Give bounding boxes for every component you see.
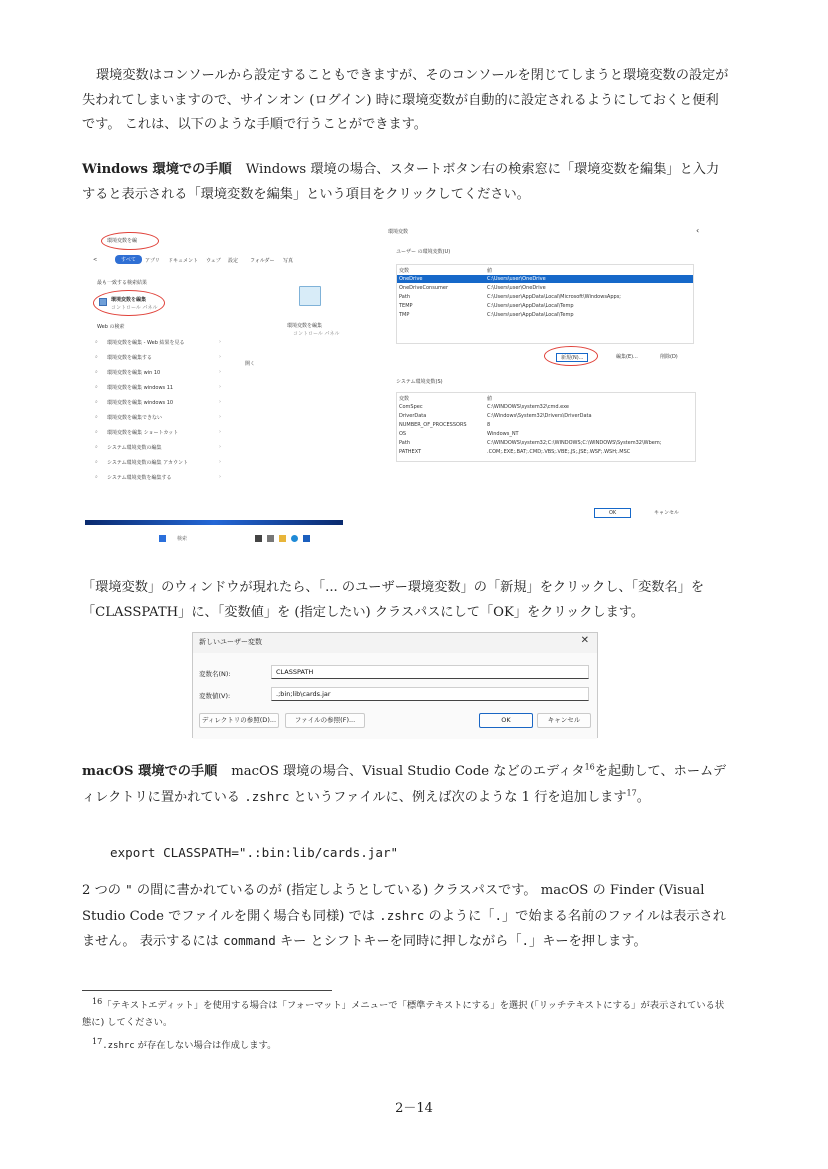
taskbar	[85, 525, 343, 552]
table-row[interactable]: Path C:\WINDOWS\system32;C:\WINDOWS;C:\WINDOWS\System32\Wbem;	[399, 440, 662, 446]
search-icon: ⌕	[95, 369, 98, 375]
widgets-icon[interactable]	[267, 535, 274, 542]
edge-icon[interactable]	[291, 535, 298, 542]
search-icon: ⌕	[95, 429, 98, 435]
search-icon: ⌕	[95, 339, 98, 345]
classpath-explanation: 2 つの " の間に書かれているのが (指定しようとしている) クラスパスです。 macOS の Finder (Visual Studio Code でファイルを開く場合も同様) では .zshrc のように「.」で始まる名前のファイルは表示されません。 表示するには command キー とシフトキーを同時に押しながら「.」キーを押します。	[82, 882, 726, 949]
best-match-title[interactable]: 環境変数を編集	[111, 297, 147, 303]
tab-web[interactable]: ウェブ	[206, 258, 221, 264]
best-match-label: 最も一致する検索結果	[97, 280, 148, 286]
list-item[interactable]: ⌕ システム環境変数の編集 ›	[95, 444, 221, 451]
search-tabs	[93, 255, 333, 265]
new-user-variable-dialog	[192, 632, 598, 738]
windows-search-screenshot	[85, 222, 343, 552]
ok-button[interactable]: OK	[479, 713, 533, 728]
table-row[interactable]: OneDriveConsumer C:\Users\user\OneDrive	[399, 285, 546, 291]
chevron-right-icon: ›	[219, 399, 221, 405]
chevron-right-icon: ›	[219, 444, 221, 450]
chevron-right-icon: ›	[219, 354, 221, 360]
table-row[interactable]: Path C:\Users\user\AppData\Local\Microsoft\WindowsApps;	[399, 294, 621, 300]
list-item[interactable]: ⌕ 環境変数を編集 win 10 ›	[95, 369, 221, 376]
list-item[interactable]: ⌕ 環境変数を編集 - Web 結果を見る ›	[95, 339, 221, 346]
variable-value-input[interactable]: .;bin;lib\cards.jar	[271, 687, 589, 701]
variable-name-input[interactable]: CLASSPATH	[271, 665, 589, 679]
back-icon: <	[93, 257, 98, 263]
tab-photos[interactable]: 写真	[283, 258, 294, 264]
table-row[interactable]: OS Windows_NT	[399, 431, 519, 437]
list-item[interactable]: ⌕ 環境変数を編集できない ›	[95, 414, 221, 421]
chevron-right-icon: ›	[219, 429, 221, 435]
system-vars-table: 変数 値 ComSpec C:\WINDOWS\system32\cmd.exe DriverData C:\Windows\System32\Drivers\DriverData NUMBER_OF_PROCESSORS 8 OS Windows_NT Path C:\WINDOWS\system32;C:\WINDOWS;C:\WINDOWS\System32\Wbem; PATHEXT .COM;.EXE;.BAT;.CMD;.VBS;.VBE;.JS;.JSE;.WSF;.WSH;.MSC	[396, 392, 696, 462]
search-text: 環境変数を編	[107, 238, 138, 244]
chevron-right-icon: ›	[219, 339, 221, 345]
taskbar-search[interactable]: 検索	[177, 536, 188, 542]
table-row[interactable]: DriverData C:\Windows\System32\Drivers\DriverData	[399, 413, 592, 419]
list-item[interactable]: ⌕ 環境変数を編集する ›	[95, 354, 221, 361]
macos-heading: macOS 環境での手順	[82, 764, 218, 779]
close-icon[interactable]: ‹	[696, 226, 700, 235]
intro-paragraph: 環境変数はコンソールから設定することもできますが、そのコンソールを閉じてしまうと環境変数の設定が失われてしまいますので、サインオン (ログイン) 時に環境変数が自動的に設定されるようにしておくと便利です。 これは、以下のような手順で行うことができます。	[82, 68, 729, 132]
list-item[interactable]: ⌕ 環境変数を編集 windows 10 ›	[95, 399, 221, 406]
tab-folders[interactable]: フォルダー	[250, 258, 275, 264]
tab-settings[interactable]: 設定	[228, 258, 239, 264]
col-val-header: 値	[487, 268, 493, 274]
windows-heading: Windows 環境での手順	[82, 162, 232, 177]
search-icon: ⌕	[95, 444, 98, 450]
chevron-right-icon: ›	[219, 369, 221, 375]
windows-section	[82, 158, 730, 207]
search-icon: ⌕	[95, 384, 98, 390]
page-number: 2－14	[395, 1101, 433, 1116]
new-button[interactable]: 新規(N)...	[556, 353, 588, 362]
dialog-title: 新しいユーザー変数	[199, 638, 262, 646]
export-code-line: export CLASSPATH=".:bin:lib/cards.jar"	[110, 845, 399, 860]
footnote-16: $^{16}$「テキストエディット」を使用する場合は「フォーマット」メニューで「標準テキストにする」を選択 (「リッチテキストにする」が表示されている状態に) してください。	[82, 996, 725, 1028]
preview-sub: コントロール パネル	[293, 331, 340, 337]
control-panel-large-icon	[299, 286, 321, 306]
footnote-17: $^{17}$.zshrc が存在しない場合は作成します。	[92, 1036, 277, 1051]
chevron-right-icon: ›	[219, 474, 221, 480]
table-row[interactable]: NUMBER_OF_PROCESSORS 8	[399, 422, 491, 428]
browse-directory-button[interactable]: ディレクトリの参照(D)...	[199, 713, 279, 728]
search-icon: ⌕	[95, 474, 98, 480]
tab-documents[interactable]: ドキュメント	[168, 258, 199, 264]
env-cancel-button[interactable]: キャンセル	[654, 510, 680, 516]
user-vars-table	[396, 264, 694, 344]
search-icon: ⌕	[95, 414, 98, 420]
store-icon[interactable]	[303, 535, 310, 542]
close-icon[interactable]: ✕	[580, 635, 589, 646]
table-row[interactable]: OneDrive C:\Users\user\OneDrive	[397, 275, 693, 283]
tab-all[interactable]: すべて	[115, 255, 142, 264]
col-var-header: 変数	[399, 268, 410, 274]
zshrc-code: .zshrc	[244, 788, 290, 804]
search-icon: ⌕	[95, 399, 98, 405]
tab-apps[interactable]: アプリ	[145, 258, 160, 264]
footnote-ref-16[interactable]: 16	[584, 762, 595, 772]
windows-start-icon[interactable]	[159, 535, 166, 542]
results-list	[95, 336, 225, 486]
table-row[interactable]: PATHEXT .COM;.EXE;.BAT;.CMD;.VBS;.VBE;.JS;.JSE;.WSF;.WSH;.MSC	[399, 449, 631, 455]
search-icon: ⌕	[95, 459, 98, 465]
task-view-icon[interactable]	[255, 535, 262, 542]
edit-button[interactable]: 編集(E)...	[616, 354, 638, 360]
web-search-label: Web の検索	[97, 324, 125, 330]
system-section-label: システム環境変数(S)	[396, 379, 443, 385]
user-section-label: ユーザー の環境変数(U)	[396, 249, 451, 255]
list-item[interactable]: ⌕ システム環境変数を編集する ›	[95, 474, 221, 481]
delete-button[interactable]: 削除(D)	[660, 354, 678, 360]
env-ok-button[interactable]: OK	[594, 508, 631, 518]
env-vars-screenshot	[384, 222, 704, 528]
table-row[interactable]: ComSpec C:\WINDOWS\system32\cmd.exe	[399, 404, 569, 410]
chevron-right-icon: ›	[219, 414, 221, 420]
search-icon: ⌕	[95, 354, 98, 360]
variable-name-label: 変数名(N):	[199, 670, 231, 678]
table-row[interactable]: TMP C:\Users\user\AppData\Local\Temp	[399, 312, 574, 318]
open-action[interactable]: 開く	[245, 361, 256, 367]
macos-section: macOS 環境での手順 macOS 環境の場合、Visual Studio Code などのエディタ$^{16}$を起動して、ホームディレクトリに置かれている .zshrc というファイルに、例えば次のような 1 行を追加します$^{17}$。	[82, 762, 727, 805]
list-item[interactable]: ⌕ 環境変数を編集 windows 11 ›	[95, 384, 221, 391]
preview-title: 環境変数を編集	[287, 323, 323, 329]
instructions-paragraph: 「環境変数」のウィンドウが現れたら、「... のユーザー環境変数」の「新規」をクリックし、「変数名」を「CLASSPATH」に、「変数値」を (指定したい) クラスパスにして「OK」をクリックします。	[82, 580, 705, 620]
variable-value-label: 変数値(V):	[199, 692, 231, 700]
chevron-right-icon: ›	[219, 459, 221, 465]
list-item[interactable]: ⌕ 環境変数を編集 ショートカット ›	[95, 429, 221, 436]
browse-file-button[interactable]: ファイルの参照(F)...	[285, 713, 365, 728]
env-window-title: 環境変数	[388, 229, 409, 235]
chevron-right-icon: ›	[219, 384, 221, 390]
table-row[interactable]: TEMP C:\Users\user\AppData\Local\Temp	[399, 303, 574, 309]
control-panel-icon	[99, 298, 107, 306]
cancel-button[interactable]: キャンセル	[537, 713, 591, 728]
best-match-sub: コントロール パネル	[111, 305, 158, 311]
list-item[interactable]: ⌕ システム環境変数の編集 アカウント ›	[95, 459, 221, 466]
windows-text: Windows 環境の場合、スタートボタン右の検索窓に「環境変数を編集」と入力すると表示される「環境変数を編集」という項目をクリックしてください。	[82, 162, 720, 202]
footnote-rule	[82, 990, 332, 991]
footnote-ref-17[interactable]: 17	[626, 788, 637, 798]
file-explorer-icon[interactable]	[279, 535, 286, 542]
